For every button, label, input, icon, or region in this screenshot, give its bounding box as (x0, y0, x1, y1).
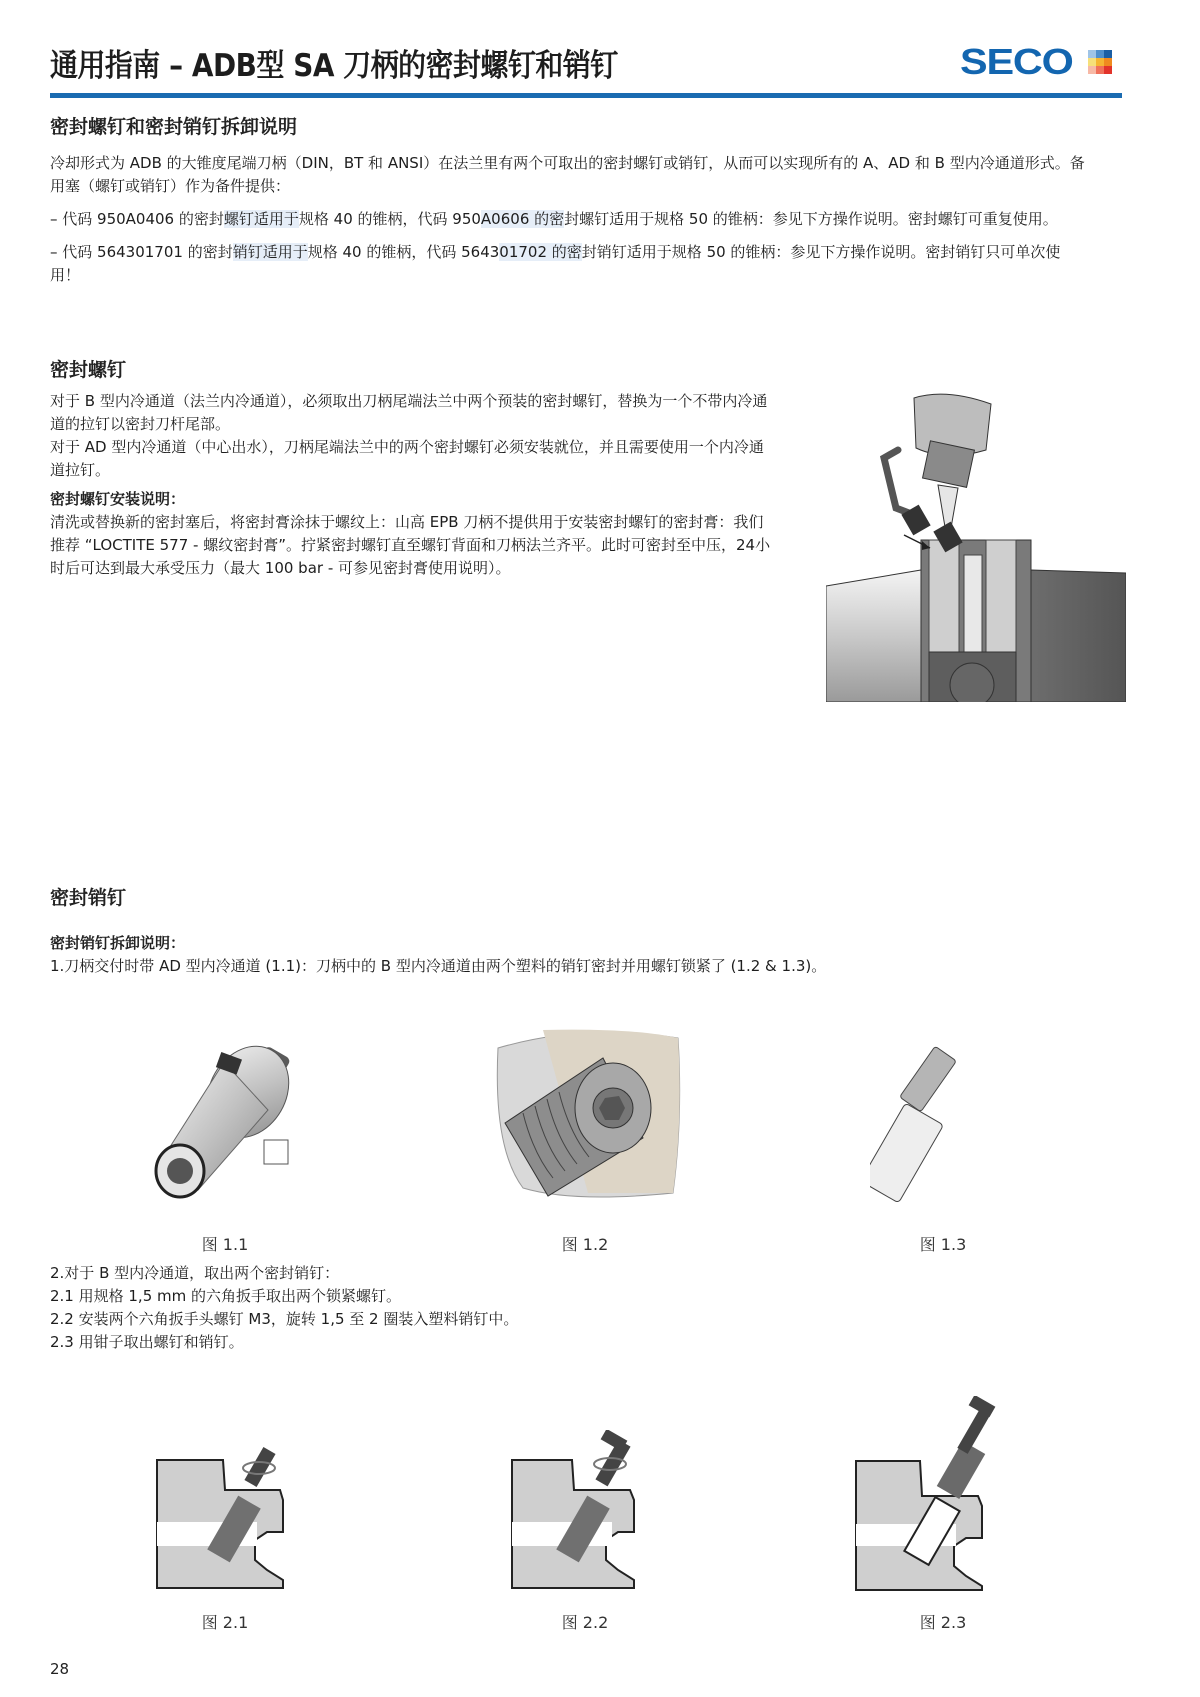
screw-paragraph-b-type: 对于 B 型内冷通道（法兰内冷通道），必须取出刀柄尾端法兰中两个预装的密封螺钉，替换为一个不带内冷通道的拉钉以密封刀杆尾部。 (50, 392, 768, 433)
item-text: 规格 40 的锥柄，代码 5643 (307, 243, 500, 261)
item-text: 封销钉适用于规格 50 的锥柄：参见下方操作说明。密封销钉只可单次使用！ (50, 243, 1061, 284)
figure-caption: 图 2.3 (919, 1613, 967, 1632)
install-heading: 密封螺钉安装说明： (50, 490, 186, 508)
pin-steps-2 (50, 1262, 950, 1354)
item-text: – 代码 564301701 的密封 (50, 243, 233, 261)
figure-caption: 图 2.1 (201, 1613, 249, 1632)
removal-text-block (50, 152, 1090, 287)
pin-code-item (50, 241, 1090, 287)
figure-caption: 图 1.3 (919, 1235, 967, 1254)
step-2-1: 2.1 用规格 1,5 mm 的六角扳手取出两个锁紧螺钉。 (50, 1287, 402, 1305)
figure-caption: 图 1.2 (561, 1235, 609, 1254)
figure-caption: 图 2.2 (561, 1613, 609, 1632)
figure-1-1-tool-holder (138, 1040, 313, 1205)
step-2-3: 2.3 用钳子取出螺钉和销钉。 (50, 1333, 244, 1351)
item-text: – 代码 950A0406 的密封 (50, 210, 224, 228)
highlighted-text: 螺钉适用于 (223, 210, 299, 228)
seco-logo (960, 41, 1112, 82)
highlighted-text: 销钉适用于 (232, 243, 308, 261)
install-paragraph: 清洗或替换新的密封塞后，将密封膏涂抹于螺纹上：山高 EPB 刀柄不提供用于安装密封螺钉的密封膏：我们推荐 “LOCTITE 577 - 螺纹密封膏”。拧紧密封螺钉直至螺钉背面和刀柄法兰齐平。此时可密封至中压，24小时后可达到最大承受压力（最大 100 bar - 可参见密封膏使用说明）。 (50, 513, 771, 577)
screw-code-item (50, 208, 1090, 231)
figure-caption: 图 1.1 (201, 1235, 249, 1254)
page-title: 通用指南 – ADB型 SA 刀柄的密封螺钉和销钉 (50, 48, 618, 84)
screw-paragraph-ad-type: 对于 AD 型内冷通道（中心出水），刀柄尾端法兰中的两个密封螺钉必须安装就位，并且需要使用一个内冷通道拉钉。 (50, 438, 764, 479)
figure-2-3-pull-out-pin (848, 1396, 1028, 1591)
screw-text-block (50, 390, 775, 580)
pin-removal-heading: 密封销钉拆卸说明： (50, 934, 186, 952)
step-2-2: 2.2 安装两个六角扳手头螺钉 M3，旋转 1,5 至 2 圈装入塑料销钉中。 (50, 1310, 519, 1328)
highlighted-text: A0606 的密 (480, 210, 565, 228)
item-text: 封螺钉适用于规格 50 的锥柄：参见下方操作说明。密封螺钉可重复使用。 (564, 210, 1058, 228)
pin-step-1: 1.刀柄交付时带 AD 型内冷通道 (1.1)：刀柄中的 B 型内冷通道由两个塑料的销钉密封并用螺钉锁紧了 (1.2 & 1.3)。 (50, 957, 827, 975)
figure-2-2-insert-screw (510, 1430, 650, 1590)
logo-text: SECO (960, 41, 1073, 82)
section-heading-screw: 密封螺钉 (50, 359, 127, 381)
logo-color-mark-icon (1088, 50, 1112, 74)
figure-1-2-pin-closeup (493, 1028, 683, 1203)
figure-2-1-remove-lock-screw (155, 1440, 295, 1590)
screw-installation-figure (826, 390, 1126, 702)
section-heading-pin: 密封销钉 (50, 887, 127, 909)
header-rule (50, 93, 1122, 98)
highlighted-text: 01702 的密 (499, 243, 582, 261)
figure-1-3-pins (870, 1038, 1010, 1203)
item-text: 规格 40 的锥柄，代码 950 (298, 210, 481, 228)
section-heading-removal: 密封螺钉和密封销钉拆卸说明 (50, 116, 298, 138)
page-number: 28 (50, 1660, 70, 1678)
intro-paragraph: 冷却形式为 ADB 的大锥度尾端刀柄（DIN，BT 和 ANSI）在法兰里有两个可取出的密封螺钉或销钉，从而可以实现所有的 A、AD 和 B 型内冷通道形式。备用塞（螺钉或销钉）作为备件提供： (50, 154, 1085, 195)
step-2: 2.对于 B 型内冷通道，取出两个密封销钉： (50, 1264, 340, 1282)
